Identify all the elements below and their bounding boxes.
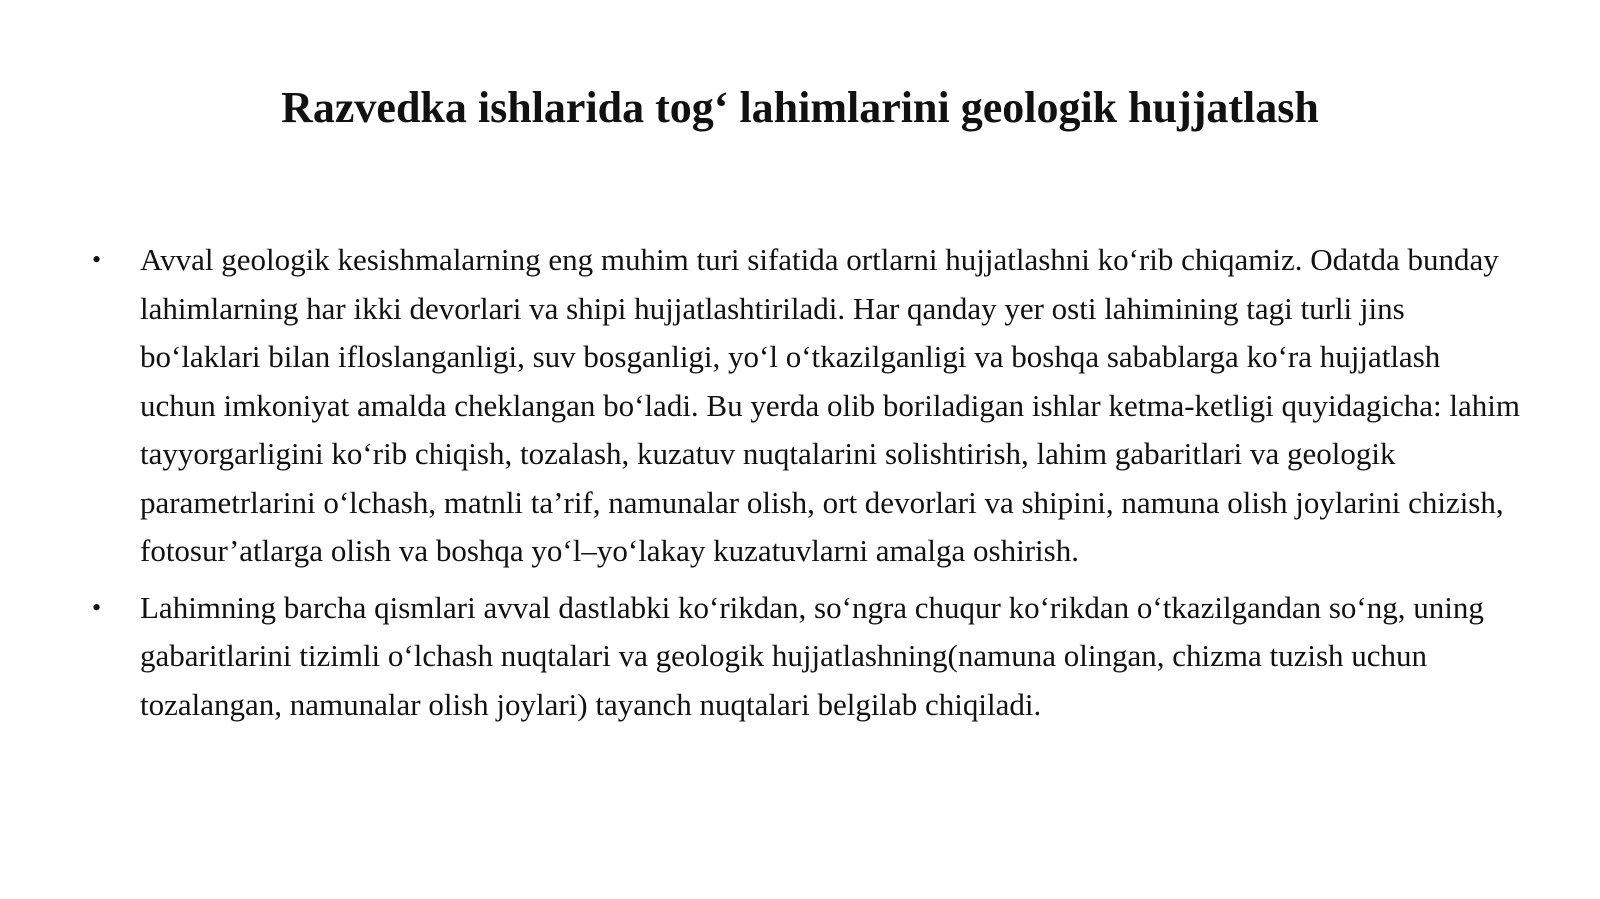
bullet-text-2: Lahimning barcha qismlari avval dastlabki ko‘rikdan, so‘ngra chuqur ko‘rikdan o‘tkazilgandan so‘ng, uning gabaritlarini tizimli o‘lchash nuqtalari va geologik hujjatlashning(namuna olingan, chizma tuzish uchun tozalangan, namunalar olish joylari) tayanch nuqtalari belgilab chiqiladi. bbox=[140, 589, 1484, 722]
bullet-item-1 bbox=[92, 236, 1522, 576]
bullet-text-1: Avval geologik kesishmalarning eng muhim turi sifatida ortlarni hujjatlashni ko‘rib chiqamiz. Odatda bunday lahimlarning har ikki devorlari va shipi hujjatlashtiriladi. Har qanday yer osti lahimining tagi turli jins bo‘laklari bilan ifloslanganligi, suv bosganligi, yo‘l o‘tkazilganligi va boshqa sabablarga ko‘ra hujjatlash uchun imkoniyat amalda cheklangan bo‘ladi. Bu yerda olib boriladigan ishlar ketma-ketligi quyidagicha: lahim tayyorgarligini ko‘rib chiqish, tozalash, kuzatuv nuqtalarini solishtirish, lahim gabaritlari va geologik parametrlarini o‘lchash, matnli ta’rif, namunalar olish, ort devorlari va shipini, namuna olish joylarini chizish, fotosur’atlarga olish va boshqa yo‘l–yo‘lakay kuzatuvlarni amalga oshirish. bbox=[140, 242, 1520, 568]
bullet-dot-icon: • bbox=[92, 592, 102, 622]
slide-title: Razvedka ishlarida tog‘ lahimlarini geologik hujjatlash bbox=[281, 83, 1319, 132]
bullet-list bbox=[92, 236, 1522, 737]
bullet-dot-icon: • bbox=[92, 245, 102, 274]
bullet-item-2 bbox=[92, 584, 1522, 730]
